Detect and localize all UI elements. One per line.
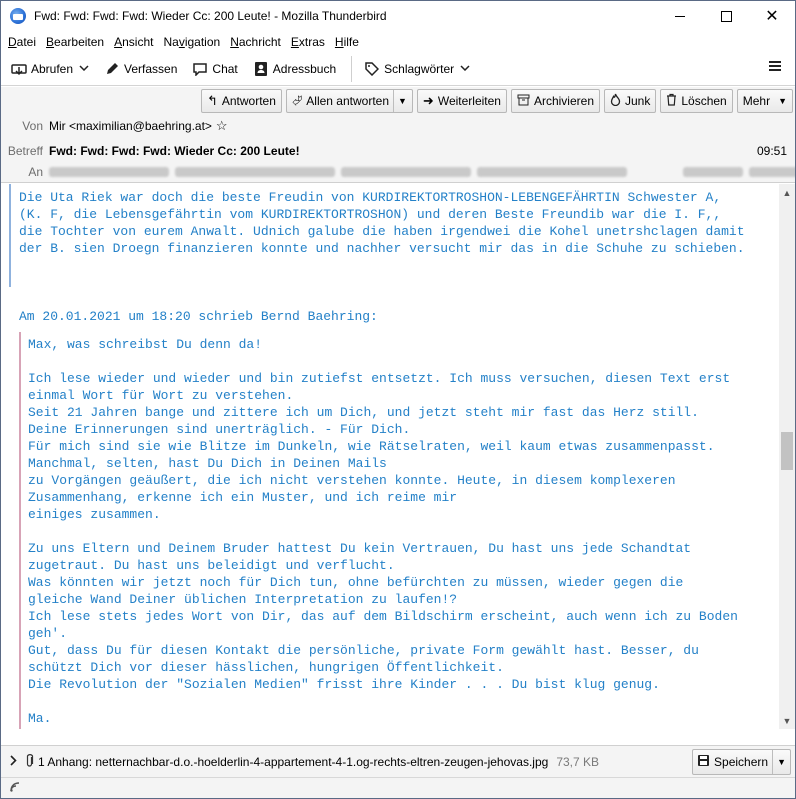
star-icon[interactable]: ☆ xyxy=(215,118,228,133)
pencil-icon xyxy=(103,61,121,77)
from-value[interactable]: Mir <maximilian@baehring.at> xyxy=(49,119,212,133)
paperclip-icon xyxy=(25,753,34,771)
main-toolbar xyxy=(1,52,795,86)
scroll-up-icon[interactable]: ▲ xyxy=(782,187,792,198)
trash-icon xyxy=(666,93,677,109)
menu-bar xyxy=(1,31,795,52)
forward-icon: ➜ xyxy=(422,93,434,108)
thunderbird-logo-icon xyxy=(10,8,26,24)
save-attachment-button[interactable]: Speichern ▼ xyxy=(692,749,791,775)
message-time: 09:51 xyxy=(756,144,787,158)
write-button[interactable]: Verfassen xyxy=(98,56,182,82)
status-bar xyxy=(1,777,795,799)
title-bar xyxy=(1,1,795,31)
menu-navigation[interactable]: Navigation xyxy=(163,34,221,49)
chevron-down-icon[interactable]: ▼ xyxy=(393,90,407,112)
inner-quoted-text: Max, was schreibst Du denn da! Ich lese wieder und wieder und bin zutiefst entsetzt. Ich muss versuchen, diesen Text erst einmal Wort für Wort zu verstehen. Seit 21 Jahren bange und zittere ich um Dich, und jetzt steht mir fast das Herz still. Deine Erinnerungen sind unerträglich. - Für Dich. Für mich sind sie wie Blitze im Dunkeln, wie Rätselraten, weil kaum etwas zusammenpasst. Manchmal, selten, hast Du Dich in Deinen Mails zu Vorgängen geäußert, die ich nicht verstehen konnte. Heute, in diesem komplexeren Zusammenhang, erkenne ich ein Muster, und ich reime mir einiges zusammen. Zu uns Eltern und Deinem Bruder hattest Du kein Vertrauen, Du hast uns jede Schandtat zugetraut. Du hast uns beleidigt und verflucht. Was könnten wir jetzt noch für Dich tun, ohne befürchten zu müssen, wieder gegen die gleiche Wand Deiner üblichen Interpretation zu laufen!? Ich lese stets jedes Wort von Dir, das auf dem Bildschirm erscheint, auch wenn ich zu Boden geh'. Gut, dass Du für diesen Kontakt die persönliche, private Form gewählt hast. Besser, du schützt Dich vor dieser hässlichen, hungrigen Öffentlichkeit. Die Revolution der "Sozialen Medien" frisst ihre Kinder . . . Du bist klug genug. Ma. xyxy=(28,337,738,726)
chevron-down-icon: ▼ xyxy=(778,96,787,106)
menu-tools[interactable]: Extras xyxy=(290,34,325,49)
scroll-thumb[interactable] xyxy=(781,432,793,470)
window-title: Fwd: Fwd: Fwd: Fwd: Wieder Cc: 200 Leute! - Mozilla Thunderbird xyxy=(34,9,387,23)
chevron-down-icon[interactable]: ▼ xyxy=(772,750,786,774)
junk-button[interactable]: Junk xyxy=(604,89,656,113)
tag-icon xyxy=(363,61,381,77)
redacted-recipient xyxy=(175,167,335,177)
chat-button[interactable]: Chat xyxy=(186,56,242,82)
archive-button[interactable]: Archivieren xyxy=(511,89,600,113)
from-label: Von xyxy=(22,119,43,133)
quote-attribution: Am 20.01.2021 um 18:20 schrieb Bernd Baehring: xyxy=(19,309,378,324)
chevron-down-icon[interactable] xyxy=(79,63,89,74)
menu-help[interactable]: Hilfe xyxy=(334,34,359,49)
app-menu-icon[interactable] xyxy=(769,61,781,71)
message-body xyxy=(1,184,779,729)
chevron-down-icon xyxy=(460,63,470,74)
toolbar-separator xyxy=(351,56,352,82)
to-label: An xyxy=(28,165,43,179)
attachment-name[interactable]: 1 Anhang: netternachbar-d.o.-hoelderlin-4-appartement-4-1.og-rechts-eltren-zeugen-jehovas.jpg xyxy=(38,754,549,769)
attachment-bar xyxy=(1,745,795,777)
maximize-button[interactable] xyxy=(703,1,749,31)
forward-button[interactable]: ➜ Weiterleiten xyxy=(417,89,507,113)
redacted-recipient xyxy=(477,167,627,177)
expand-chevron-icon[interactable] xyxy=(1,755,25,769)
reply-all-button[interactable]: ⮰ Allen antworten ▼ xyxy=(286,89,413,113)
tags-button[interactable]: Schlagwörter xyxy=(358,56,475,82)
redacted-recipient xyxy=(49,167,169,177)
subject-row xyxy=(1,142,795,160)
message-actions xyxy=(197,89,793,113)
to-row xyxy=(1,163,796,181)
minimize-button[interactable] xyxy=(657,1,703,31)
more-button[interactable]: Mehr ▼ xyxy=(737,89,793,113)
redacted-recipient xyxy=(683,167,743,177)
scroll-down-icon[interactable]: ▼ xyxy=(782,715,792,726)
menu-file[interactable]: Datei xyxy=(8,34,37,49)
attachment-size: 73,7 KB xyxy=(556,754,600,769)
menu-view[interactable]: Ansicht xyxy=(114,34,154,49)
archive-icon xyxy=(517,94,530,109)
subject-label: Betreff xyxy=(7,144,43,158)
body-scrollbar[interactable] xyxy=(779,184,795,729)
outer-quoted-text: Die Uta Riek war doch die beste Freudin von KURDIREKTORTROSHON-LEBENGEFÄHRTIN Schwester A, (K. F, die Lebensgefährtin vom KURDIREKTORTROSHON) und deren Beste Freundib war die I. F,, die Tochter von eurem Anwalt. Udnich galube die haben irgendwei die Kohel unetrshclagen damit der B. sien Droegn finanzieren konnte und nachher versucht mir das in die Schuhe zu schieben. xyxy=(19,190,745,256)
address-book-button[interactable]: Adressbuch xyxy=(247,56,341,82)
message-header xyxy=(1,87,795,183)
get-messages-button[interactable]: Abrufen xyxy=(5,56,94,82)
delete-button[interactable]: Löschen xyxy=(660,89,732,113)
from-row xyxy=(1,117,228,135)
close-button[interactable]: ✕ xyxy=(765,8,779,25)
redacted-recipient xyxy=(341,167,471,177)
chat-bubble-icon xyxy=(191,61,209,77)
online-status-icon[interactable] xyxy=(9,781,21,796)
redacted-recipient xyxy=(749,167,796,177)
menu-edit[interactable]: Bearbeiten xyxy=(46,34,105,49)
subject-value: Fwd: Fwd: Fwd: Fwd: Wieder Cc: 200 Leute! xyxy=(49,144,300,158)
reply-button[interactable]: ↰ Antworten xyxy=(201,89,282,113)
reply-all-icon: ⮰ xyxy=(291,93,303,108)
junk-flame-icon xyxy=(610,93,621,109)
save-disk-icon xyxy=(697,754,710,770)
download-icon xyxy=(10,61,28,77)
address-book-icon xyxy=(252,61,270,77)
reply-icon: ↰ xyxy=(206,93,218,108)
menu-message[interactable]: Nachricht xyxy=(230,34,281,49)
